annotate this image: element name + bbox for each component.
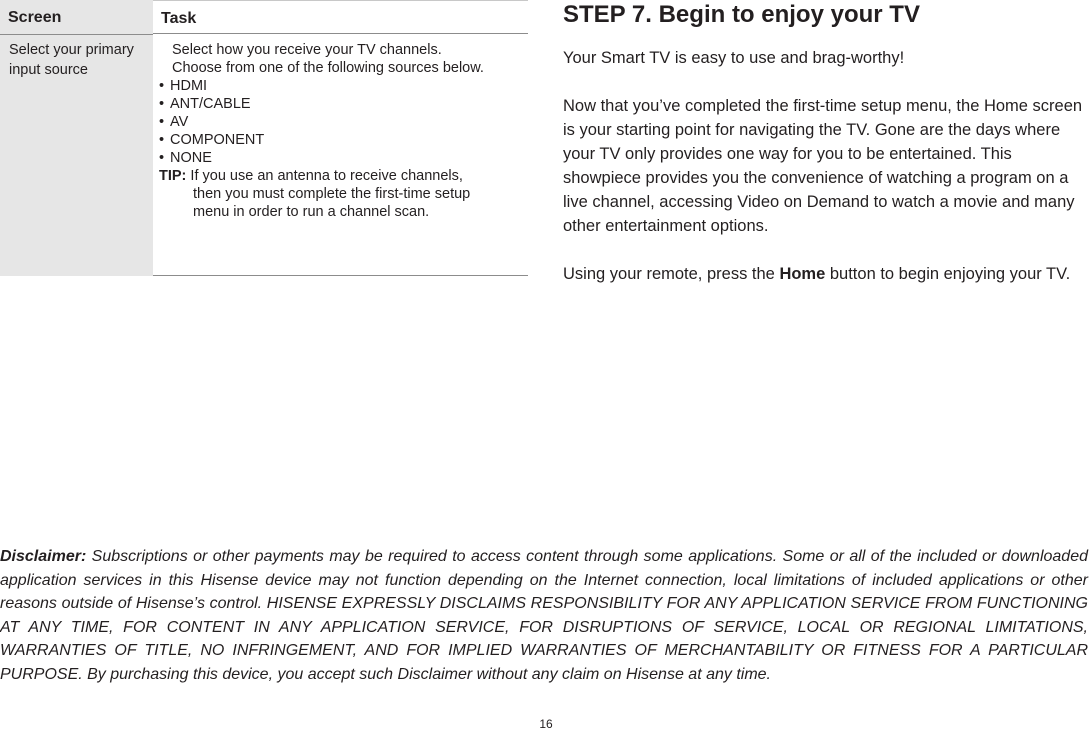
bullet-icon: • [159, 78, 165, 94]
list-item [159, 149, 264, 167]
screen-cell-text: Select your primary input source [9, 42, 134, 78]
table-cell-screen [0, 35, 153, 276]
source-label: AV [170, 114, 189, 130]
disclaimer [0, 545, 1088, 687]
disclaimer-text: Subscriptions or other payments may be required to access content through some applications. Some or all of the included or downloaded application services in this Hisense device may not function depending on the Internet connection, local limitations of included applications or other reasons outside of Hisense’s control. HISENSE EXPRESSLY DISCLAIMS RESPONSIBILITY FOR ANY APPLICATION SERVICE FROM FUNCTIONING AT ANY TIME, FOR CONTENT IN ANY APPLICATION SERVICE, FOR DISRUPTIONS OF SERVICE, LOCAL OR REGIONAL LIMITATIONS, WARRANTIES OF TITLE, NO INFRINGEMENT, AND FOR IMPLIED WARRANTIES OF MERCHANTABILITY OR FITNESS FOR A PARTICULAR PURPOSE. By purchasing this device, you accept such Disclaimer without any claim on Hisense at any time. [0, 548, 1088, 683]
intro-paragraph: Your Smart TV is easy to use and brag-worthy! [563, 49, 905, 67]
list-item [159, 95, 264, 113]
disclaimer-label: Disclaimer: [0, 548, 87, 565]
header-task-label: Task [161, 10, 197, 27]
header-screen-label: Screen [8, 9, 62, 26]
task-intro-line: Select how you receive your TV channels. [172, 42, 442, 58]
home-button-label: Home [779, 265, 826, 283]
bullet-icon: • [159, 150, 165, 166]
tip-note [159, 167, 524, 221]
page-number: 16 [539, 717, 553, 731]
tip-text: then you must complete the first-time setup [193, 186, 471, 202]
instruction-text: button to begin enjoying your TV. [825, 265, 1071, 283]
body-paragraph: Now that you’ve completed the first-time setup menu, the Home screen is your starting point for navigating the TV. Gone are the days where your TV only provides one way for you to be entertained. This showpiece provides you the convenience of watching a program on a live channel, accessing Video on Demand to watch a movie and many other entertainment options. [563, 97, 1083, 235]
table-header-task [153, 0, 528, 34]
list-item [159, 131, 264, 149]
setup-table [0, 0, 528, 277]
list-item [159, 77, 264, 95]
source-label: HDMI [170, 78, 208, 94]
tip-text: If you use an antenna to receive channels, [190, 168, 463, 184]
step-title: STEP 7. Begin to enjoy your TV [563, 1, 920, 28]
instruction-text: Using your remote, press the [563, 265, 780, 283]
tip-first-line [159, 167, 524, 185]
source-label: ANT/CABLE [170, 96, 251, 112]
table-cell-task [153, 35, 528, 276]
source-label: COMPONENT [170, 132, 265, 148]
tip-label: TIP: [159, 168, 187, 184]
bullet-icon: • [159, 96, 165, 112]
list-item [159, 113, 264, 131]
source-list [159, 77, 264, 167]
bullet-icon: • [159, 114, 165, 130]
instruction-paragraph [563, 262, 1088, 286]
task-intro-line: Choose from one of the following sources below. [172, 60, 484, 76]
source-label: NONE [170, 150, 212, 166]
bullet-icon: • [159, 132, 165, 148]
tip-text: menu in order to run a channel scan. [193, 204, 430, 220]
task-intro [172, 41, 524, 77]
table-header-screen [0, 0, 153, 35]
